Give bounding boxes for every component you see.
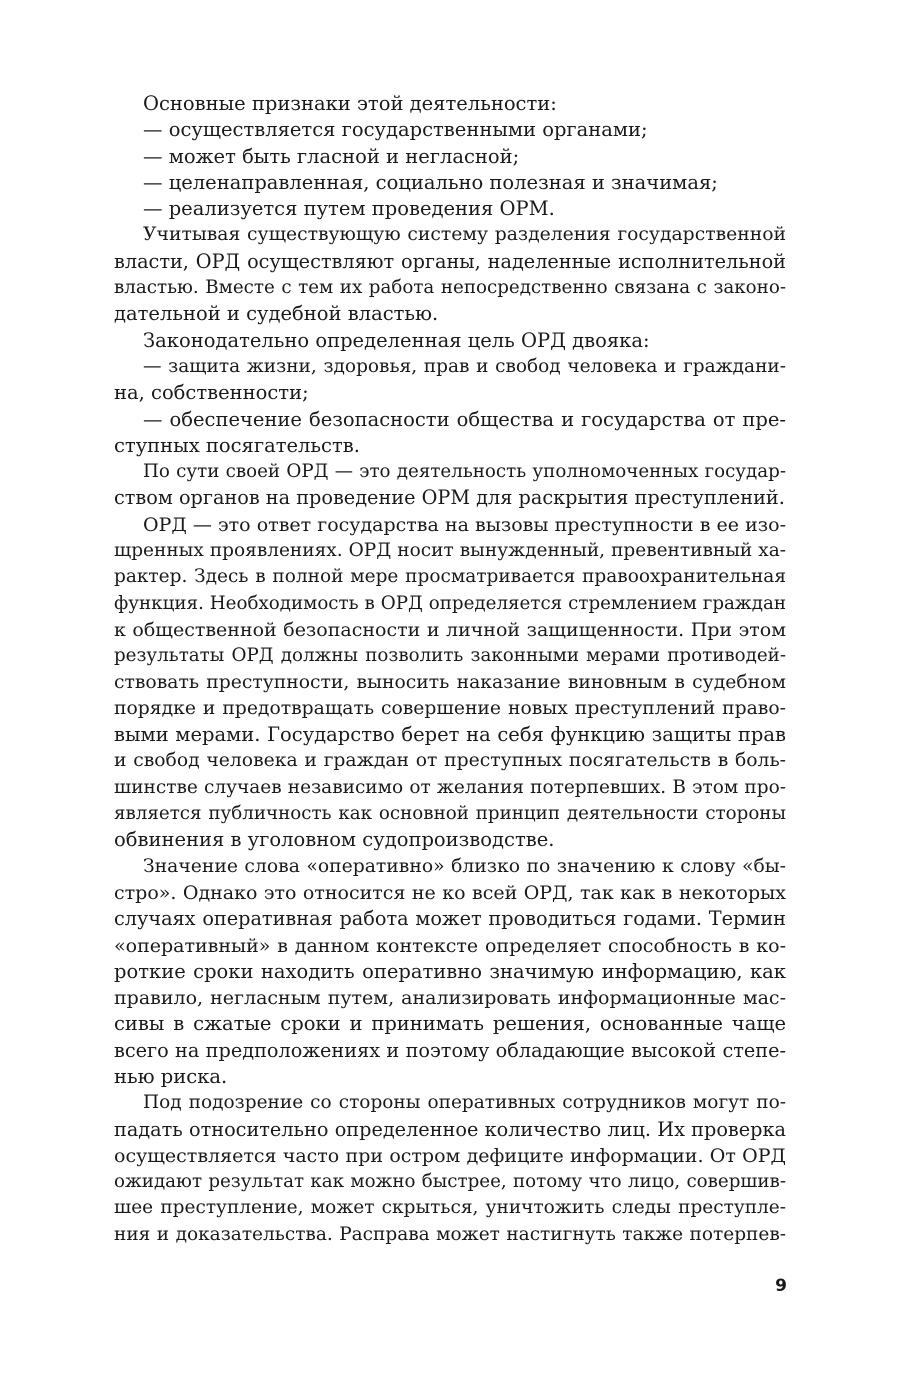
text-line: — защита жизни, здоровья, прав и свобод человека и граждани- [143,355,786,377]
text-line: сивы в сжатые сроки и принимать решения, основанные чаще [114,1012,786,1036]
page-body [114,91,786,1248]
text-line: дательной и судебной властью. [114,302,439,326]
text-line: «оперативный» в данном контексте определяет способность в ко- [114,934,786,957]
text-line: и свобод человека и граждан от преступных посягательств в боль- [114,750,786,772]
text-line: всего на предположениях и поэтому обладающие высокой степе- [114,1038,786,1062]
text-line: на, собственности; [114,381,309,405]
text-line: выми мерами. Государство берет на себя функцию защиты прав [114,723,786,747]
text-line: — обеспечение безопасности общества и государства от пре- [143,407,786,431]
text-line: порядке и предотвращать совершение новых преступлений право- [114,697,786,719]
text-line: шинстве случаев независимо от желания потерпевших. В этом про- [114,776,786,798]
text-line: ожидают результат как можно быстрее, потому что лицо, совершив- [114,1171,786,1193]
text-line: стро». Однако это относится не ко всей ОРД, так как в некоторых [114,881,786,904]
text-line: ступных посягательств. [114,433,360,457]
text-line: ния и доказательства. Расправа может настигнуть также потерпев- [114,1223,786,1245]
text-line: случаях оперативная работа может проводиться годами. Термин [114,907,786,931]
text-line: Законодательно определенная цель ОРД двояка: [143,328,650,352]
text-line: Учитывая существующую систему разделения государственной [143,224,786,246]
text-line: падать относительно определенное количество лиц. Их проверка [114,1117,786,1141]
text-line: — реализуется путем проведения ОРМ. [143,197,555,221]
text-line: Значение слова «оперативно» близко по значению к слову «бы- [143,855,786,877]
text-line: власти, ОРД осуществляют органы, наделенные исполнительной [114,249,786,273]
text-line: ством органов на проведение ОРМ для раскрытия преступлений. [114,486,785,510]
page-number: 9 [775,1276,787,1296]
text-line: По сути своей ОРД — это деятельность уполномоченных государ- [143,461,786,483]
text-line: рактер. Здесь в полной мере просматривается правоохранительная [114,566,786,588]
text-line: щренных проявлениях. ОРД носит вынужденный, превентивный ха- [114,540,786,562]
text-line: Основные признаки этой деятельности: [143,92,557,115]
text-line: ствовать преступности, выносить наказание виновным в судебном [114,671,786,693]
text-line: — целенаправленная, социально полезная и значимая; [143,170,718,194]
text-line: результаты ОРД должны позволить законными мерами противодей- [114,645,786,667]
text-line: Под подозрение со стороны оперативных сотрудников могут по- [143,1092,786,1114]
text-line: осуществляется часто при остром дефиците информации. От ОРД [114,1144,786,1167]
text-line: функция. Необходимость в ОРД определяется стремлением граждан [114,592,786,614]
text-line: ОРД — это ответ государства на вызовы преступности в ее изо- [143,513,786,536]
text-line: правило, негласным путем, анализировать информационные мас- [114,987,786,1010]
text-line: к общественной безопасности и личной защищенности. При этом [114,618,786,641]
text-line: роткие сроки находить оперативно значимую информацию, как [114,959,786,983]
text-line: — осуществляется государственными органами; [143,118,648,142]
text-line: обвинения в уголовном судопроизводстве. [114,828,555,852]
text-line: — может быть гласной и негласной; [143,144,520,168]
text-line: властью. Вместе с тем их работа непосредственно связана с законо- [114,277,786,299]
text-line: нью риска. [114,1064,228,1088]
text-line: шее преступление, может скрыться, уничтожить следы преступле- [114,1197,786,1219]
text-line: является публичность как основной принцип деятельности стороны [114,803,786,825]
